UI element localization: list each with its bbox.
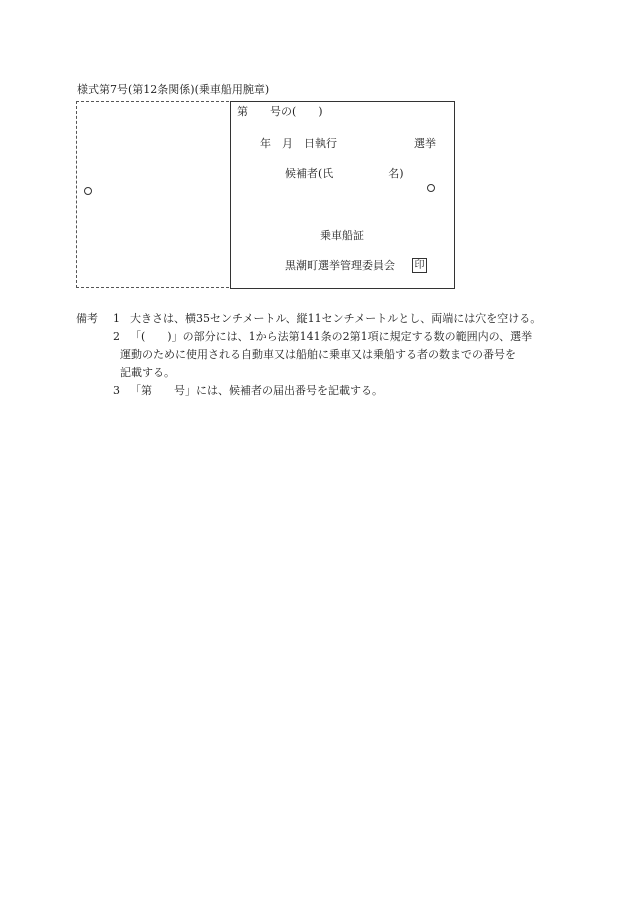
note-2-line-2: 運動のために使用される自動車又は船舶に乗車又は乗船する者の数までの番号を bbox=[120, 348, 516, 361]
note-2-number: 2 bbox=[113, 330, 120, 343]
notes-heading: 備考 bbox=[76, 312, 98, 325]
note-2-line-1: 「( )」の部分には、1から法第141条の2第1項に規定する数の範囲内の、選挙 bbox=[130, 330, 533, 343]
armband-issuer: 黒潮町選挙管理委員会 bbox=[285, 259, 395, 272]
note-3-number: 3 bbox=[113, 384, 120, 397]
armband-election-label: 選挙 bbox=[414, 137, 436, 150]
note-1-line-1: 大きさは、横35センチメートル、縦11センチメートルとし、両端には穴を空ける。 bbox=[130, 312, 542, 325]
armband-left-panel bbox=[76, 101, 229, 288]
note-2-line-3: 記載する。 bbox=[120, 366, 175, 379]
note-1-number: 1 bbox=[113, 312, 120, 325]
note-3-line-1: 「第 号」には、候補者の届出番号を記載する。 bbox=[130, 384, 383, 397]
armband-pass-title: 乗車船証 bbox=[320, 229, 364, 242]
seal-stamp-icon: 印 bbox=[412, 258, 427, 273]
right-hole-circle-icon bbox=[427, 184, 435, 192]
form-title: 様式第7号(第12条関係)(乗車船用腕章) bbox=[77, 83, 270, 96]
left-hole-circle-icon bbox=[84, 187, 92, 195]
armband-candidate-name: 候補者(氏 名) bbox=[285, 167, 404, 180]
armband-number-line: 第 号の( ) bbox=[237, 105, 323, 118]
armband-election-date: 年 月 日執行 bbox=[260, 137, 337, 150]
